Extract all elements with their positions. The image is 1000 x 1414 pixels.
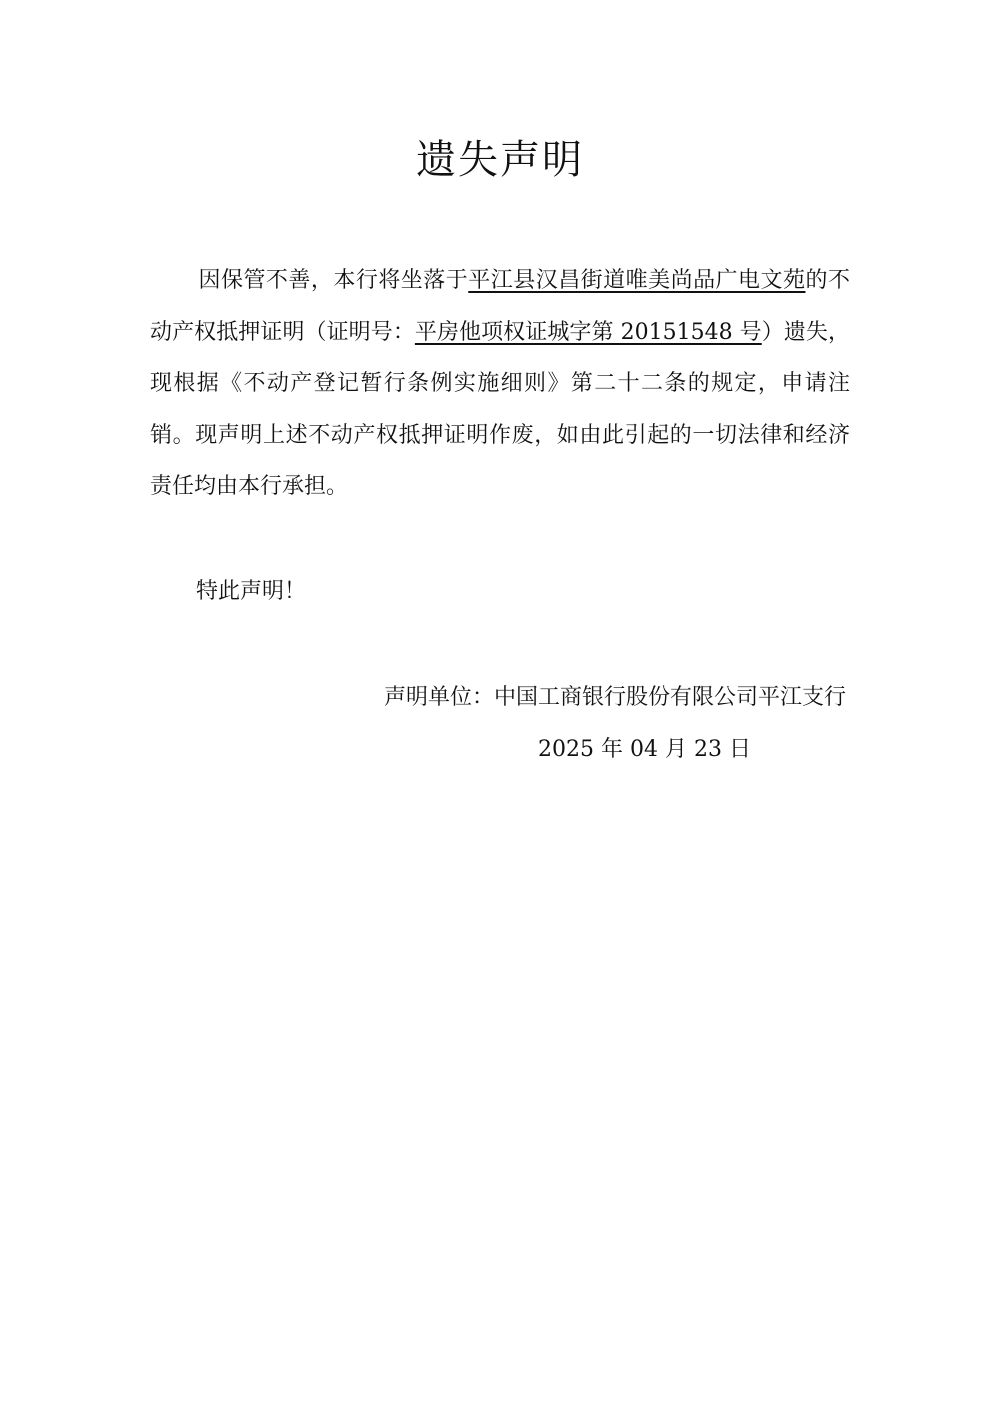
body-text-part1: 因保管不善，本行将坐落于: [198, 268, 469, 293]
declaration-body: [150, 255, 850, 513]
declaring-organization: 声明单位：中国工商银行股份有限公司平江支行: [383, 685, 846, 710]
certificate-number: 平房他项权证城字第 20151548 号: [414, 319, 762, 345]
body-text-part3: ）遗失，现根据《不动产登记暂行条例实施细则》第二十二条的规定，申请注销。现声明上述不动产权抵押证明作废，如由此引起的一切法律和经济责任均由本行承担。: [150, 319, 850, 499]
body-text-part2: 的不动产权抵押证明（证明号：: [150, 268, 850, 345]
property-location: 平江县汉昌街道唯美尚品广电文苑: [468, 268, 806, 293]
closing-statement: 特此声明！: [196, 579, 307, 604]
declaration-date: 2025 年 04 月 23 日: [538, 737, 751, 762]
document-title: 遗失声明: [416, 137, 584, 183]
